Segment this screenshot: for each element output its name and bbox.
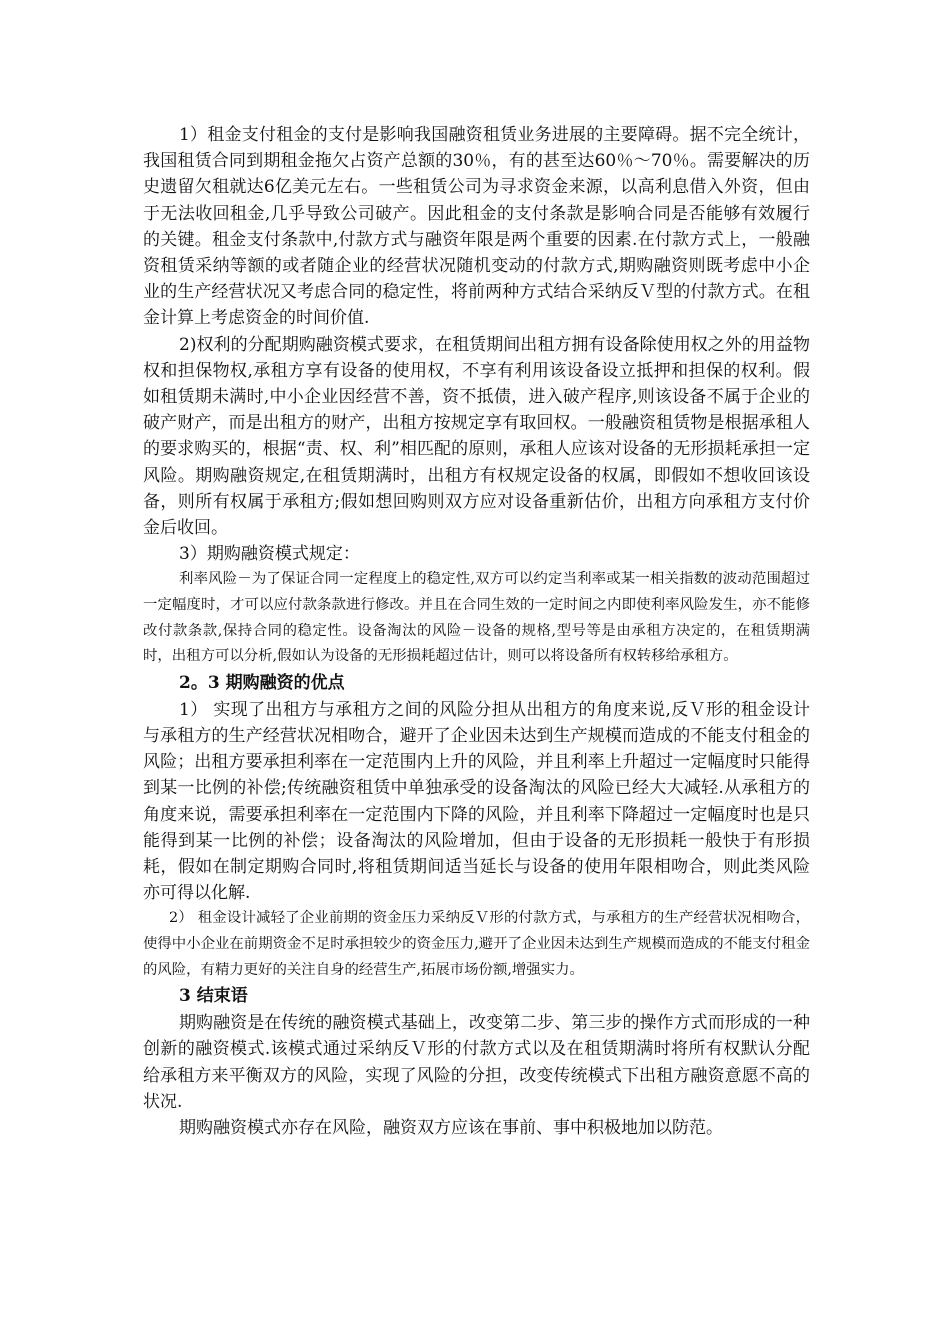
paragraph-conclusion-2: 期购融资模式亦存在风险，融资双方应该在事前、事中积极地加以防范。 xyxy=(179,1118,723,1139)
section-heading-advantages: 2。3 期购融资的优点 xyxy=(179,672,345,693)
paragraph-risk-sharing: 1） 实现了出租方与承租方之间的风险分担从出租方的角度来说,反Ｖ形的租金设计与承租方的生产经营状况相吻合，避开了企业因未达到生产规模而造成的不能支付租金的风险；出租方要承担利率在一定范围内上升的风险，并且利率上升超过一定幅度时只能得到某一比例的补偿;传统融资租赁中单独承受的设备淘汰的风险已经大大减轻.从承租方的角度来说，需要承担利率在一定范围内下降的风险，并且利率下降超过一定幅度时也是只能得到某一比例的补偿；设备淘汰的风险增加，但由于设备的无形损耗一般快于有形损耗，假如在制定期购合同时,将租赁期间适当延长与设备的使用年限相吻合，则此类风险亦可得以化解. xyxy=(143,699,810,904)
section-heading-conclusion: 3 结束语 xyxy=(179,986,248,1007)
paragraph-rent-payment: 1）租金支付租金的支付是影响我国融资租赁业务进展的主要障碍。据不完全统计，我国租赁合同到期租金拖欠占资产总额的30％，有的甚至达60％～70％。需要解决的历史遗留欠租就达6亿美元左右。一些租赁公司为寻求资金来源，以高利息借入外资，但由于无法收回租金,几乎导致公司破产。因此租金的支付条款是影响合同是否能够有效履行的关键。租金支付条款中,付款方式与融资年限是两个重要的因素.在付款方式上，一般融资租赁采纳等额的或者随企业的经营状况随机变动的付款方式,期购融资则既考虑中小企业的生产经营状况又考虑合同的稳定性，将前两种方式结合采纳反Ｖ型的付款方式。在租金计算上考虑资金的时间价值. xyxy=(143,125,810,329)
document-page xyxy=(143,122,810,1141)
paragraph-rights-allocation: 2)权利的分配期购融资模式要求，在租赁期间出租方拥有设备除使用权之外的用益物权和担保物权,承租方享有设备的使用权，不享有利用该设备设立抵押和担保的权利。假如租赁期未满时,中小企业因经营不善，资不抵债，进入破产程序,则该设备不属于企业的破产财产，而是出租方的财产，出租方按规定享有取回权。一般融资租赁物是根据承租人的要求购买的，根据“责、权、利”相匹配的原则，承租人应该对设备的无形损耗承担一定风险。期购融资规定,在租赁期满时，出租方有权规定设备的权属，即假如不想收回该设备，则所有权属于承租方;假如想回购则双方应对设备重新估价，出租方向承租方支付价金后收回。 xyxy=(143,334,810,539)
paragraph-model-rules-heading: 3）期购融资模式规定： xyxy=(179,544,360,565)
paragraph-rent-design: 2） 租金设计减轻了企业前期的资金压力采纳反Ｖ形的付款方式，与承租方的生产经营状况相吻合，使得中小企业在前期资金不足时承担较少的资金压力,避开了企业因未达到生产规模而造成的不能支付租金的风险，有精力更好的关注自身的经营生产,拓展市场份额,增强实力。 xyxy=(143,910,810,978)
paragraph-conclusion-1: 期购融资是在传统的融资模式基础上，改变第二步、第三步的操作方式而形成的一种创新的融资模式.该模式通过采纳反Ｖ形的付款方式以及在租赁期满时将所有权默认分配给承租方来平衡双方的风险，实现了风险的分担，改变传统模式下出租方融资意愿不高的状况. xyxy=(143,1013,810,1112)
paragraph-interest-risk: 利率风险－为了保证合同一定程度上的稳定性,双方可以约定当利率或某一相关指数的波动范围超过一定幅度时，才可以应付款条款进行修改。并且在合同生效的一定时间之内即使利率风险发生，亦不能修改付款条款,保持合同的稳定性。设备淘汰的风险－设备的规格,型号等是由承租方决定的，在租赁期满时，出租方可以分析,假如认为设备的无形损耗超过估计，则可以将设备所有权转移给承租方。 xyxy=(143,571,810,665)
